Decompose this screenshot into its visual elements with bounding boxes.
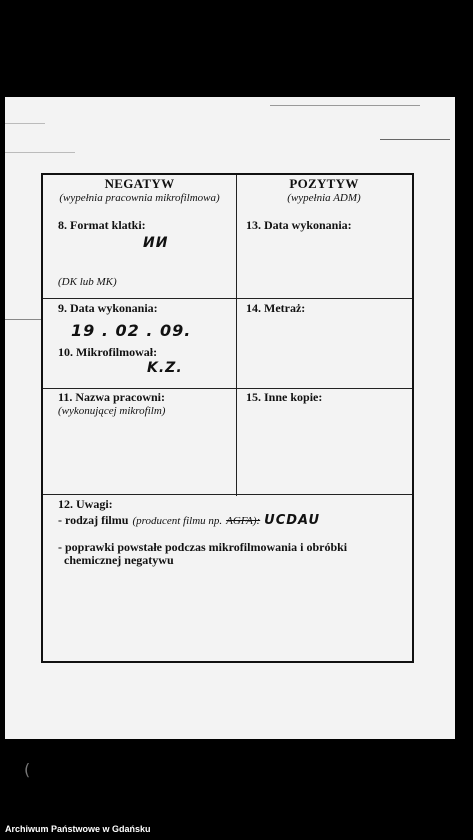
pozytyw-date-label: 13. Data wykonania: bbox=[246, 218, 352, 232]
filmed-by-label: 10. Mikrofilmował: bbox=[58, 345, 158, 359]
film-type-value: UCDAU bbox=[264, 513, 321, 528]
film-type-line bbox=[58, 511, 320, 529]
filmed-by-value: K.Z. bbox=[147, 360, 183, 376]
date-value: 19 . 02 . 09. bbox=[71, 321, 192, 340]
date-label: 9. Data wykonania: bbox=[58, 301, 158, 315]
defects-line-2: chemicznej negatywu bbox=[64, 553, 174, 567]
negatyw-header bbox=[43, 176, 236, 204]
format-hint: (DK lub MK) bbox=[58, 276, 117, 288]
defects-line-1: - poprawki powstałe podczas mikrofilmowania i obróbki bbox=[58, 540, 348, 554]
remarks-label: 12. Uwagi: bbox=[58, 497, 113, 511]
film-type-hint: (producent filmu np. bbox=[132, 515, 223, 527]
format-label: 8. Format klatki: bbox=[58, 218, 146, 232]
pozytyw-header bbox=[236, 176, 412, 204]
film-type-struck: AGFA): bbox=[226, 515, 261, 527]
copies-label: 15. Inne kopie: bbox=[246, 390, 323, 404]
scan-mark: ( bbox=[24, 760, 31, 779]
lab-hint: (wykonującej mikrofilm) bbox=[58, 405, 166, 417]
negatyw-subtitle: (wypełnia pracownia mikrofilmowa) bbox=[59, 192, 220, 204]
lab-label: 11. Nazwa pracowni: bbox=[58, 390, 165, 404]
film-type-prefix: - rodzaj filmu bbox=[58, 513, 129, 527]
pozytyw-title: POZYTYW bbox=[289, 176, 359, 191]
microfilm-card bbox=[5, 97, 455, 739]
microfilm-form bbox=[41, 173, 414, 663]
archive-name: Archiwum Państwowe w Gdańsku bbox=[5, 824, 151, 834]
negatyw-title: NEGATYW bbox=[104, 176, 175, 191]
pozytyw-subtitle: (wypełnia ADM) bbox=[287, 192, 361, 204]
length-label: 14. Metraż: bbox=[246, 301, 306, 315]
format-value: ИИ bbox=[143, 235, 169, 251]
